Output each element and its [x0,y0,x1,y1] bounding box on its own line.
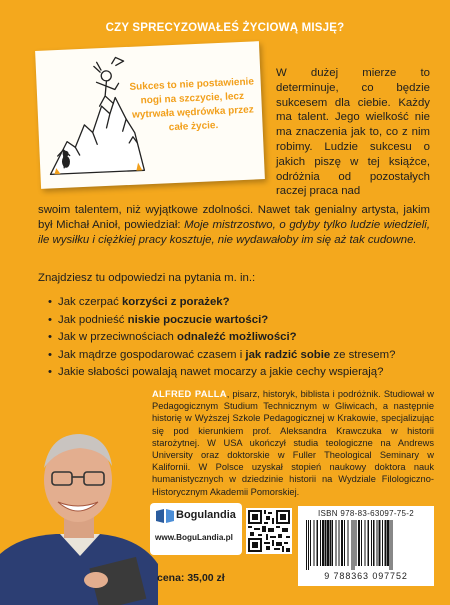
intro-wide-lead: swoim talentem, niż wyjątkowe zdolności. Nawet tak genialny artysta, jakim był Michał Anioł, powiedział: [38,204,430,231]
publisher-logo-icon [155,508,175,524]
author-bio [152,388,434,498]
list-item: • Jakie słabości powalają nawet mocarzy a jakie cechy wspierają? [48,365,438,380]
headline: CZY SPRECYZOWAŁEŚ ŻYCIOWĄ MISJĘ? [105,22,345,34]
list-item: • Jak w przeciwnościach odnaleźć możliwości? [48,330,438,345]
author-photo [0,404,158,605]
list-item: • Jak czerpać korzyści z porażek? [48,295,438,310]
questions-list [48,295,438,383]
note-quote: Sukces to nie postawienie nogi na szczycie, lecz wytrwała wędrówka przez całe życie. [129,76,255,134]
isbn: ISBN 978-83-63097-75-2 [318,509,414,518]
intro-right-column: W dużej mierze to determinuje, co będzie sukcesem dla ciebie. Każdy ma talent. Jego wielkość nie ma znaczenia jak to, co z nim robimy. Ludzie sukcesu o jakich piszę w tej książce, odróżnia od pozostałych raczej praca nad [276,67,430,198]
barcode-box [298,506,434,586]
list-item: • Jak mądrze gospodarować czasem i jak radzić sobie ze stresem? [48,348,438,363]
publisher-website[interactable]: www.BoguLandia.pl [155,533,233,542]
intro-wide-paragraph [38,203,430,247]
qr-code [246,508,292,554]
barcode [303,520,429,570]
questions-lead: Znajdziesz tu odpowiedzi na pytania m. in.: [38,272,256,284]
publisher-logo-box [150,503,242,555]
author-bio-text: , pisarz, historyk, biblista i podróżnik. Studiował w Pedagogicznym Studium Technicznym w Gliwicach, a następnie historię w Wyższej Szkole Pedagogicznej w Krakowie, specjalizując się pod kierunkiem prof. Aleksandra Krawczuka w historii starożytnej. W USA ukończył studia teologiczne na Andrews University oraz doktorskie w Fuller Theological Seminary w Kalifornii. W Polsce uzyskał stopień naukowy doktora nauk humanistycznych w dziedzinie historii na Wydziale Filologiczno-Historycznym Akademii Pomorskiej. [152,389,434,497]
price: cena: 35,00 zł [157,572,225,584]
michelangelo-quote: Moje mistrzostwo, o gdyby tylko ludzie wiedzieli, ile wysiłku i ciężkiej pracy kosztuje, nie wydawałoby im się aż tak cudowne. [38,218,430,246]
ean-number: 9 788363 097752 [324,571,408,581]
publisher-name: Bogulandia [176,509,236,521]
author-name: ALFRED PALLA [152,389,227,399]
list-item: • Jak podnieść niskie poczucie wartości? [48,313,438,328]
quote-note-card [35,41,265,189]
